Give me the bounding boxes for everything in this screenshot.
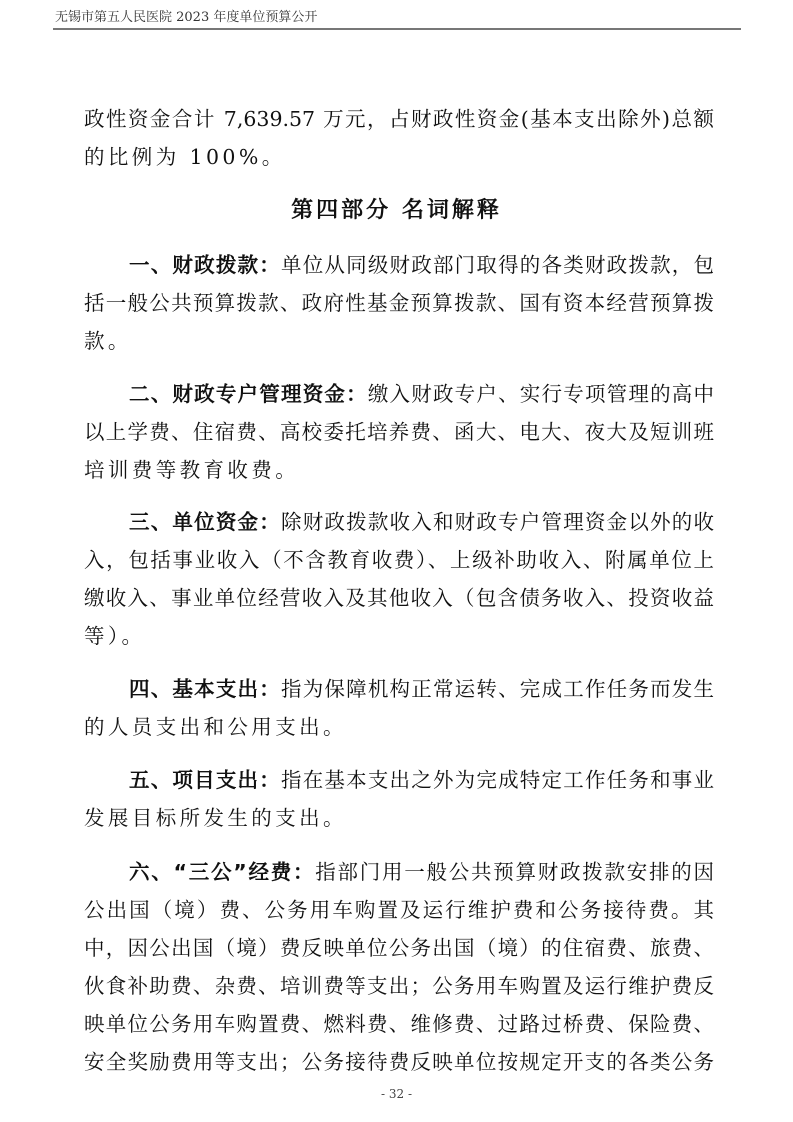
term-label: 三、单位资金： <box>129 510 281 534</box>
term-text: 指部门用一般公共预算财政拨款安排的因 <box>315 860 714 884</box>
term-text: 除财政拨款收入和财政专户管理资金以外的收 <box>280 510 715 534</box>
term-line: 发展目标所发生的支出。 <box>84 806 347 830</box>
term-text: 指在基本支出之外为完成特定工作任务和事业 <box>280 768 715 792</box>
term-line: 款。 <box>84 329 132 353</box>
page-number: - 32 - <box>380 1087 412 1101</box>
term-line: 培训费等教育收费。 <box>84 458 300 482</box>
header-rule <box>53 28 741 30</box>
intro-line: 的比例为 100%。 <box>84 145 286 169</box>
term-label: 五、项目支出： <box>129 768 281 792</box>
term-line: 入，包括事业收入（不含教育收费）、上级补助收入、附属单位上 <box>84 548 714 572</box>
term-paragraph-3 <box>129 509 714 535</box>
term-label: 四、基本支出： <box>129 677 281 701</box>
term-label: 一、财政拨款： <box>129 253 281 277</box>
term-text: 单位从同级财政部门取得的各类财政拨款，包 <box>280 253 715 277</box>
term-line: 公出国（境）费、公务用车购置及运行维护费和公务接待费。其 <box>84 898 714 922</box>
term-line: 以上学费、住宿费、高校委托培养费、函大、电大、夜大及短训班 <box>84 420 714 444</box>
term-line: 伙食补助费、杂费、培训费等支出；公务用车购置及运行维护费反 <box>84 974 714 998</box>
intro-line: 政性资金合计 7,639.57 万元，占财政性资金(基本支出除外)总额 <box>84 107 714 131</box>
term-line: 的人员支出和公用支出。 <box>84 715 347 739</box>
term-text: 缴入财政专户、实行专项管理的高中 <box>367 382 715 406</box>
term-label: 二、财政专户管理资金： <box>129 382 368 406</box>
term-line: 中，因公出国（境）费反映单位公务出国（境）的住宿费、旅费、 <box>84 936 714 960</box>
term-paragraph-5 <box>129 767 714 793</box>
term-line: 缴收入、事业单位经营收入及其他收入（包含债务收入、投资收益 <box>84 586 714 610</box>
term-text: 指为保障机构正常运转、完成工作任务而发生 <box>280 677 715 701</box>
term-paragraph-1 <box>129 252 714 278</box>
term-label: 六、“三公”经费： <box>129 860 316 884</box>
term-line: 映单位公务用车购置费、燃料费、维修费、过路过桥费、保险费、 <box>84 1012 714 1036</box>
term-line: 括一般公共预算拨款、政府性基金预算拨款、国有资本经营预算拨 <box>84 291 714 315</box>
term-line: 安全奖励费用等支出；公务接待费反映单位按规定开支的各类公务 <box>84 1050 714 1074</box>
term-line: 等）。 <box>84 624 146 648</box>
page-header: 无锡市第五人民医院 2023 年度单位预算公开 <box>55 10 318 25</box>
section-title: 第四部分 名词解释 <box>291 198 502 223</box>
term-paragraph-6 <box>129 859 714 885</box>
term-paragraph-2 <box>129 381 714 407</box>
term-paragraph-4 <box>129 676 714 702</box>
